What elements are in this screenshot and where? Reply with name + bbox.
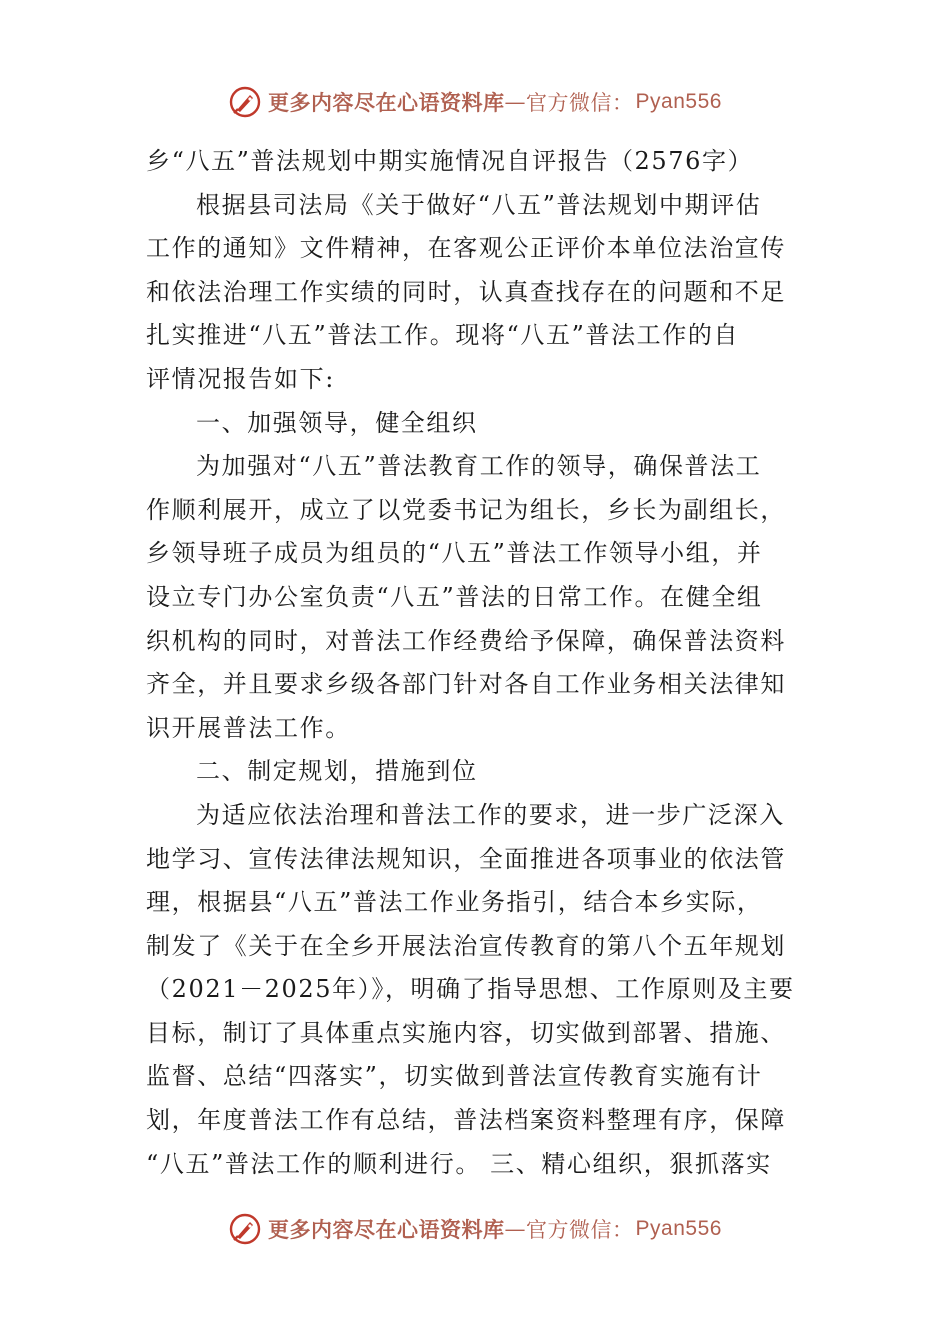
paragraph-line: 乡领导班子成员为组员的“八五”普法工作领导小组，并 [146, 539, 763, 568]
paragraph-line: 和依法治理工作实绩的同时，认真查找存在的问题和不足 [146, 277, 786, 306]
footer-watermark-banner [0, 1205, 950, 1253]
paragraph-line: 为适应依法治理和普法工作的要求，进一步广泛深入 [196, 800, 785, 829]
paragraph-line: 划，年度普法工作有总结，普法档案资料整理有序，保障 [146, 1106, 786, 1135]
banner-separator: — [504, 90, 527, 114]
paragraph-line: 监督、总结“四落实”，切实做到普法宣传教育实施有计 [146, 1062, 763, 1091]
paragraph-line: 扎实推进“八五”普法工作。现将“八五”普法工作的自 [146, 321, 740, 350]
paragraph-line: 目标，制订了具体重点实施内容，切实做到部署、措施、 [146, 1018, 786, 1047]
paragraph-line: 织机构的同时，对普法工作经费给予保障，确保普法资料 [146, 626, 786, 655]
paragraph-line: 为加强对“八五”普法教育工作的领导，确保普法工 [196, 452, 762, 481]
section-heading: 二、制定规划，措施到位 [196, 757, 478, 786]
banner-account: Pyan556 [635, 90, 722, 113]
banner-label: 官方微信： [526, 91, 634, 115]
paragraph-line: 识开展普法工作。 [146, 713, 351, 742]
banner-account: Pyan556 [635, 1217, 722, 1240]
paragraph-line: 设立专门办公室负责“八五”普法的日常工作。在健全组 [146, 582, 763, 611]
document-title: 乡“八五”普法规划中期实施情况自评报告（2576字） [146, 147, 754, 175]
paragraph-line: 工作的通知》文件精神，在客观公正评价本单位法治宣传 [146, 234, 786, 263]
banner-brand-text: 更多内容尽在心语资料库 [268, 1217, 505, 1242]
paragraph-line: “八五”普法工作的顺利进行。 三、精心组织，狠抓落实 [146, 1149, 772, 1178]
paragraph-line: 作顺利展开，成立了以党委书记为组长，乡长为副组长， [146, 495, 786, 524]
header-watermark-banner [0, 78, 950, 126]
pen-nib-logo-icon [228, 1212, 262, 1246]
banner-label: 官方微信： [526, 1218, 634, 1242]
banner-separator: — [504, 1217, 527, 1241]
paragraph-line: 制发了《关于在全乡开展法治宣传教育的第八个五年规划 [146, 931, 786, 960]
paragraph-line: （2021－2025年）》，明确了指导思想、工作原则及主要 [146, 975, 795, 1004]
document-body [146, 140, 806, 1186]
banner-brand-text: 更多内容尽在心语资料库 [268, 90, 505, 115]
section-heading: 一、加强领导，健全组织 [196, 408, 478, 437]
paragraph-line: 理，根据县“八五”普法工作业务指引，结合本乡实际， [146, 888, 763, 917]
paragraph-line: 齐全，并且要求乡级各部门针对各自工作业务相关法律知 [146, 670, 786, 699]
paragraph-line: 地学习、宣传法律法规知识，全面推进各项事业的依法管 [146, 844, 786, 873]
paragraph-line: 评情况报告如下: [146, 364, 335, 393]
paragraph-line: 根据县司法局《关于做好“八五”普法规划中期评估 [196, 190, 762, 219]
pen-nib-logo-icon [228, 85, 262, 119]
